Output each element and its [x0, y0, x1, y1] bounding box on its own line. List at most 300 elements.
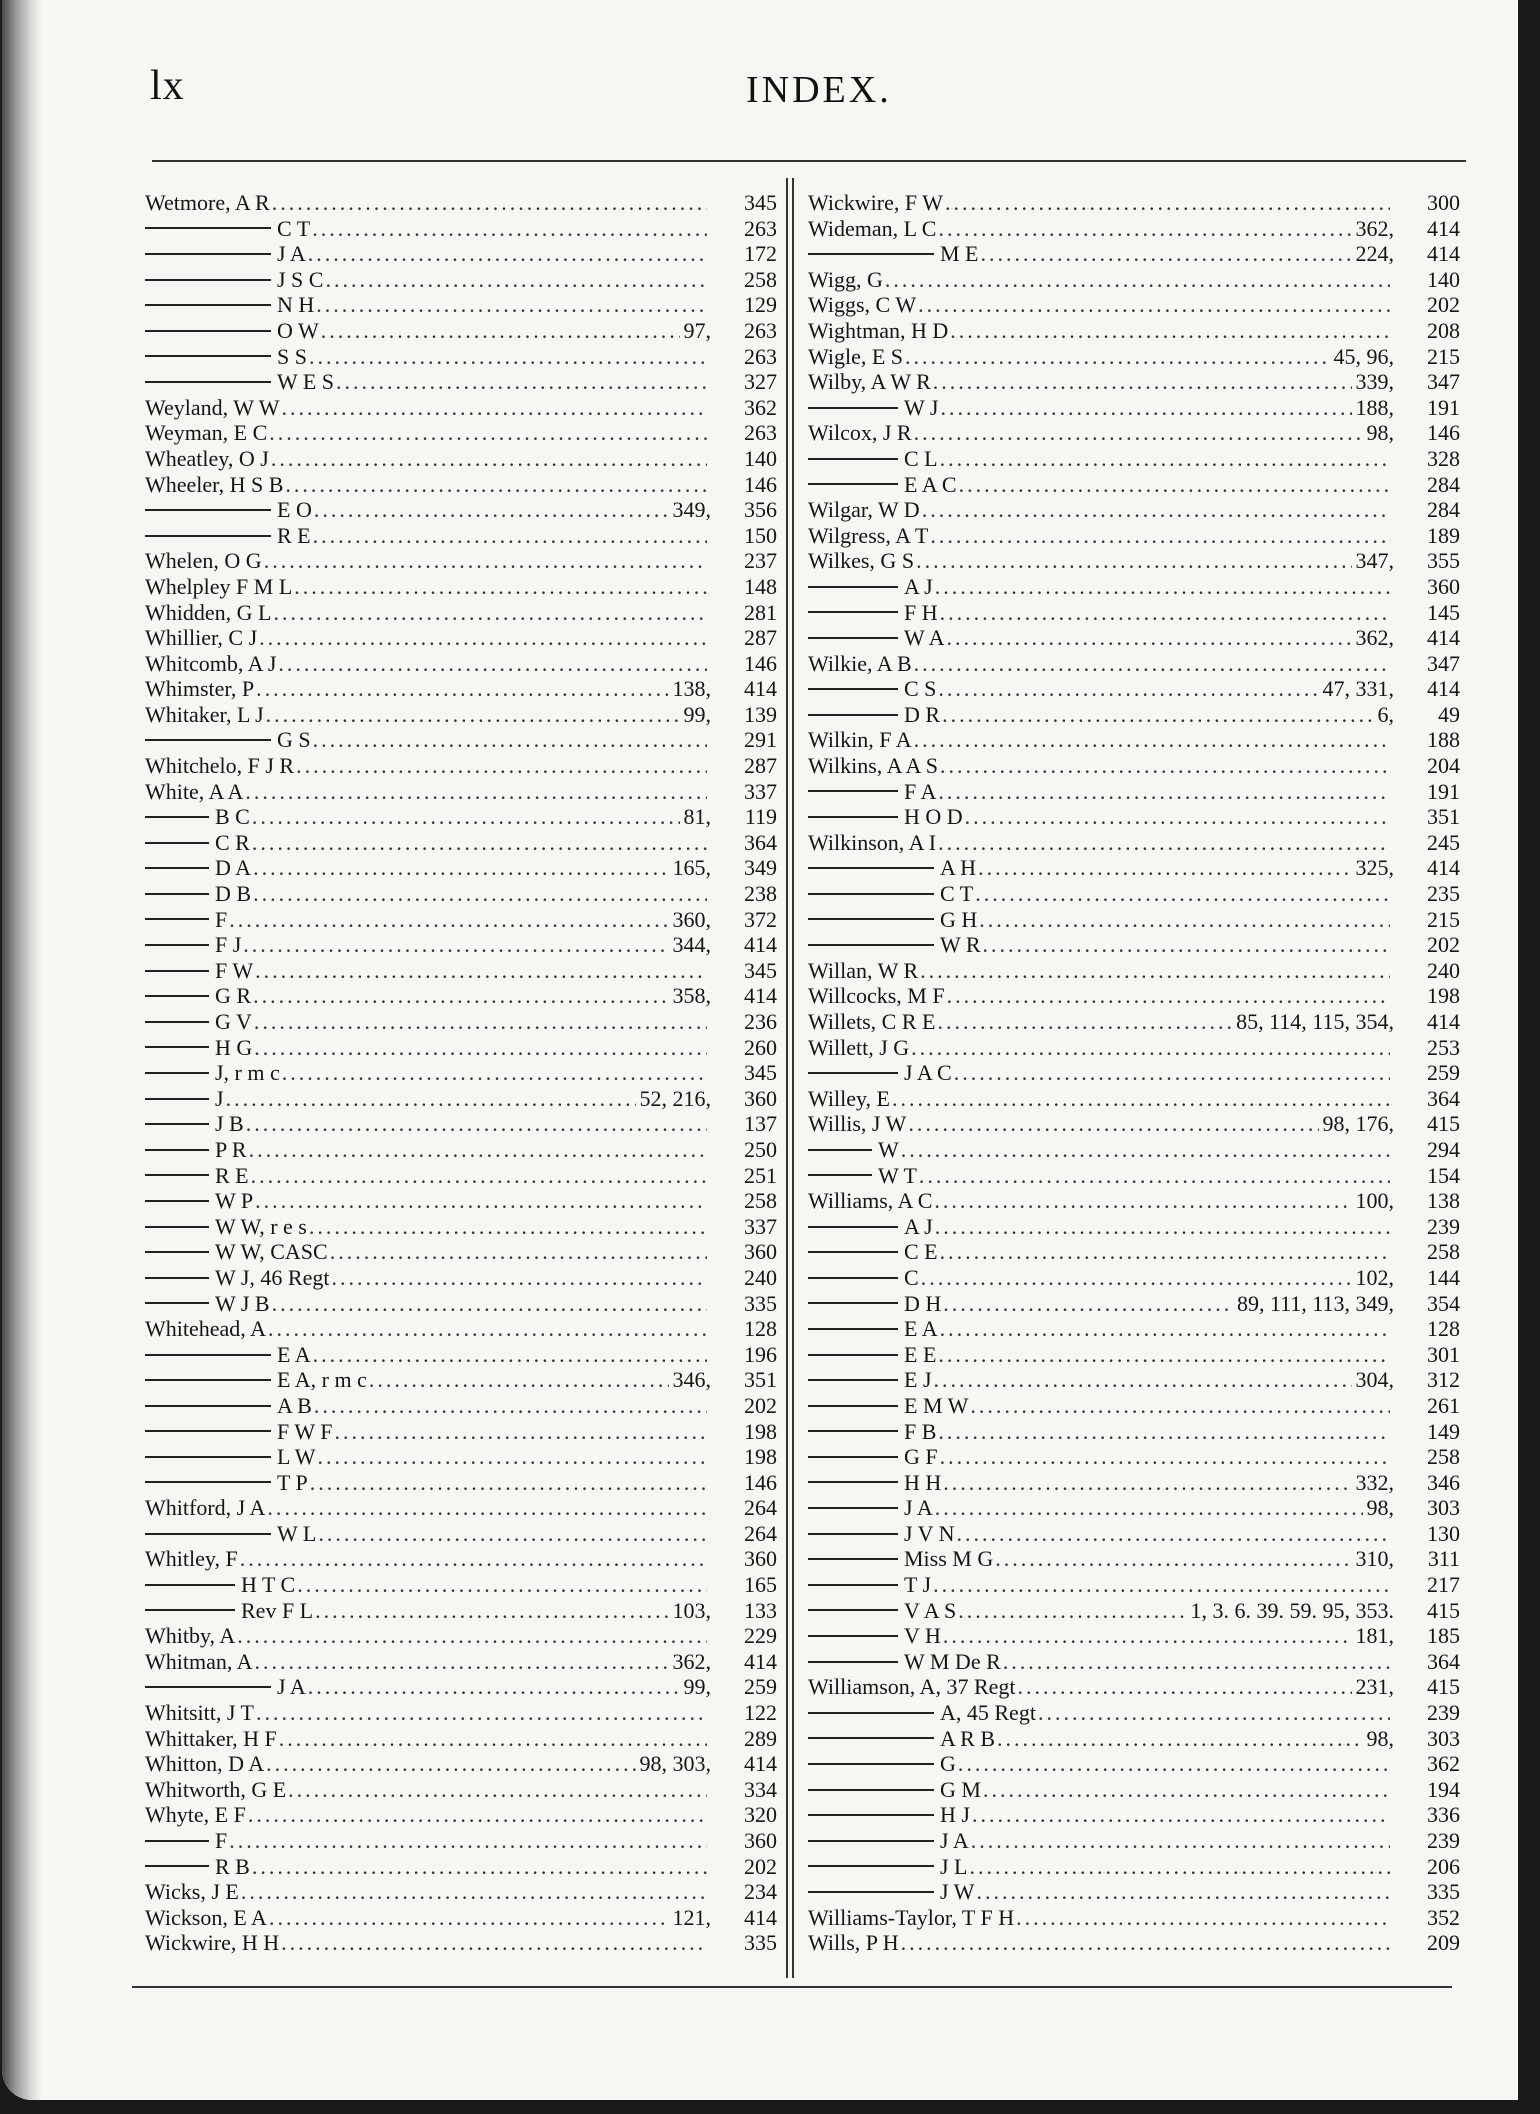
entry-name: Wigg, G	[808, 266, 883, 292]
entry-page-number: 148	[744, 573, 777, 599]
ditto-dash	[808, 1405, 898, 1407]
entry-name: Whimster, P	[145, 676, 255, 702]
ditto-dash	[145, 842, 209, 844]
entry-page-number: 250	[744, 1136, 777, 1162]
entry-name: Wilkes, G S	[808, 548, 915, 574]
entry-name: Rev F L	[241, 1597, 314, 1623]
entry-page-number: 328	[1427, 445, 1460, 471]
ditto-dash	[808, 1533, 898, 1535]
entry-page-number: 217	[1427, 1572, 1460, 1598]
entry-page-number: 414	[744, 1904, 777, 1930]
index-entry	[145, 804, 777, 830]
leader-dots	[914, 420, 1363, 446]
index-entry	[145, 1060, 777, 1086]
entry-page-number: 284	[1427, 471, 1460, 497]
leader-dots	[259, 625, 707, 651]
entry-page-number: 237	[744, 548, 777, 574]
entry-extra-pages: 103,	[672, 1597, 711, 1623]
entry-page-number: 236	[744, 1009, 777, 1034]
index-entry	[808, 1598, 1460, 1624]
index-entry	[145, 830, 777, 856]
entry-name: Wightman, H D	[808, 317, 949, 343]
ditto-dash	[145, 739, 271, 741]
entry-page-number: 320	[744, 1802, 777, 1828]
entry-page-number: 414	[1427, 215, 1460, 241]
entry-page-number: 138	[1427, 1188, 1460, 1214]
entry-name: Whitby, A	[145, 1623, 236, 1649]
entry-page-number: 133	[744, 1597, 777, 1623]
entry-page-number: 238	[744, 881, 777, 907]
leader-dots	[920, 958, 1390, 984]
entry-name: F	[215, 906, 228, 932]
entry-name: D B	[215, 881, 252, 907]
leader-dots	[940, 1444, 1390, 1470]
entry-page-number: 165	[744, 1572, 777, 1598]
entry-name: Williamson, A, 37 Regt	[808, 1674, 1016, 1700]
leader-dots	[248, 1802, 707, 1828]
index-entry	[808, 727, 1460, 753]
entry-name: Miss M G	[904, 1546, 994, 1572]
entry-name: Wilkin, F A	[808, 727, 912, 753]
index-entry	[145, 1470, 777, 1496]
ditto-dash	[808, 1379, 898, 1381]
entry-page-number: 291	[744, 727, 777, 753]
leader-dots	[245, 779, 707, 805]
entry-name: Whitton, D A	[145, 1751, 265, 1777]
entry-name: G S	[277, 727, 311, 753]
entry-page-number: 345	[744, 190, 777, 215]
index-entry	[145, 1111, 777, 1137]
entry-name: Whitchelo, F J R	[145, 753, 295, 779]
ditto-dash	[808, 483, 898, 485]
ditto-dash	[808, 867, 934, 869]
index-entry	[808, 830, 1460, 856]
leader-dots	[935, 1495, 1363, 1521]
entry-page-number: 215	[1427, 906, 1460, 932]
ditto-dash	[145, 1865, 209, 1867]
entry-page-number: 334	[744, 1776, 777, 1802]
ditto-dash	[808, 407, 898, 409]
leader-dots	[885, 267, 1390, 293]
entry-page-number: 128	[744, 1316, 777, 1342]
index-entry	[145, 1751, 777, 1777]
entry-name: D H	[904, 1290, 942, 1316]
index-entry	[808, 523, 1460, 549]
index-entry	[145, 1367, 777, 1393]
leader-dots	[942, 702, 1373, 728]
index-entry	[145, 1726, 777, 1752]
ditto-dash	[808, 1277, 898, 1279]
entry-page-number: 300	[1427, 190, 1460, 215]
index-entry	[145, 497, 777, 523]
index-entry	[808, 1700, 1460, 1726]
entry-name: C S	[904, 676, 937, 702]
leader-dots	[249, 1137, 707, 1163]
index-entry	[145, 472, 777, 498]
ditto-dash	[808, 1814, 934, 1816]
ditto-dash	[145, 1046, 209, 1048]
entry-page-number: 202	[744, 1392, 777, 1418]
entry-name: V A S	[904, 1597, 957, 1623]
ditto-dash	[808, 1891, 934, 1893]
entry-page-number: 337	[744, 778, 777, 804]
index-entry	[145, 1137, 777, 1163]
index-entry	[808, 932, 1460, 958]
entry-page-number: 150	[744, 522, 777, 548]
leader-dots	[892, 1086, 1390, 1112]
index-entry	[808, 1623, 1460, 1649]
entry-page-number: 239	[1427, 1700, 1460, 1726]
leader-dots	[252, 804, 680, 830]
leader-dots	[294, 574, 707, 600]
index-entry	[808, 1291, 1460, 1317]
ditto-dash	[145, 1379, 271, 1381]
ditto-dash	[145, 1174, 209, 1176]
ditto-dash	[145, 816, 209, 818]
index-entry	[808, 651, 1460, 677]
index-entry	[808, 1214, 1460, 1240]
entry-page-number: 196	[744, 1341, 777, 1367]
leader-dots	[959, 472, 1390, 498]
leader-dots	[318, 1521, 707, 1547]
entry-extra-pages: 98, 303,	[639, 1751, 711, 1777]
entry-name: W J B	[215, 1290, 270, 1316]
entry-page-number: 253	[1427, 1034, 1460, 1060]
entry-name: Whitehead, A	[145, 1316, 266, 1342]
entry-page-number: 139	[744, 701, 777, 727]
entry-name: W P	[215, 1188, 254, 1214]
entry-name: E J	[904, 1367, 932, 1393]
leader-dots	[978, 855, 1351, 881]
entry-name: Wickwire, H H	[145, 1930, 280, 1956]
leader-dots	[922, 497, 1390, 523]
ditto-dash	[145, 1302, 209, 1304]
leader-dots	[945, 190, 1390, 216]
entry-extra-pages: 98,	[1366, 420, 1394, 446]
entry-page-number: 352	[1427, 1904, 1460, 1930]
entry-name: T J	[904, 1572, 932, 1598]
index-entry	[808, 702, 1460, 728]
leader-dots	[296, 753, 707, 779]
entry-name: A J	[904, 573, 933, 599]
footer-rule	[132, 1986, 1452, 1988]
entry-page-number: 414	[1427, 855, 1460, 881]
entry-name: O W	[277, 317, 319, 343]
ditto-dash	[808, 1712, 934, 1714]
leader-dots	[943, 1291, 1233, 1317]
leader-dots	[975, 881, 1390, 907]
entry-name: F J	[215, 932, 242, 958]
ditto-dash	[145, 893, 209, 895]
entry-name: E A C	[904, 471, 957, 497]
leader-dots	[255, 1188, 707, 1214]
leader-dots	[255, 1649, 669, 1675]
index-entry	[145, 651, 777, 677]
index-entry	[145, 1163, 777, 1189]
entry-extra-pages: 45, 96,	[1333, 343, 1394, 369]
leader-dots	[229, 1828, 707, 1854]
index-entry	[808, 958, 1460, 984]
entry-name: Whittaker, H F	[145, 1725, 277, 1751]
index-entry	[808, 1546, 1460, 1572]
entry-name: C R	[215, 829, 250, 855]
index-entry	[145, 983, 777, 1009]
entry-page-number: 345	[744, 1060, 777, 1086]
leader-dots	[919, 1163, 1390, 1189]
index-entry	[808, 881, 1460, 907]
index-entry	[145, 344, 777, 370]
entry-name: E E	[904, 1341, 937, 1367]
entry-name: Wicks, J E	[145, 1879, 239, 1905]
leader-dots	[331, 1265, 707, 1291]
entry-page-number: 414	[744, 1751, 777, 1777]
entry-page-number: 194	[1427, 1776, 1460, 1802]
index-entry	[145, 1905, 777, 1931]
entry-name: Wickson, E A	[145, 1904, 267, 1930]
binding-gutter	[2, 0, 42, 2100]
entry-page-number: 215	[1427, 343, 1460, 369]
index-entry	[145, 1777, 777, 1803]
entry-name: E O	[277, 497, 312, 523]
entry-name: H T C	[241, 1572, 296, 1598]
leader-dots	[272, 190, 707, 216]
entry-extra-pages: 231,	[1355, 1674, 1394, 1700]
entry-name: Weyland, W W	[145, 394, 280, 420]
entry-name: J A	[277, 1674, 306, 1700]
ditto-dash	[808, 1251, 898, 1253]
leader-dots	[243, 932, 668, 958]
index-column-left	[145, 190, 777, 1956]
entry-name: Wickwire, F W	[808, 190, 943, 215]
leader-dots	[285, 472, 707, 498]
index-entry	[808, 1751, 1460, 1777]
index-column-right	[808, 190, 1460, 1956]
leader-dots	[954, 1060, 1390, 1086]
entry-extra-pages: 47, 331,	[1322, 676, 1394, 702]
entry-name: Willets, C R E	[808, 1009, 936, 1034]
entry-extra-pages: 344,	[672, 932, 711, 958]
entry-page-number: 336	[1427, 1802, 1460, 1828]
entry-name: Willey, E	[808, 1085, 890, 1111]
leader-dots	[321, 318, 680, 344]
entry-page-number: 137	[744, 1111, 777, 1137]
index-entry	[808, 369, 1460, 395]
entry-page-number: 258	[1427, 1444, 1460, 1470]
ditto-dash	[808, 1558, 898, 1560]
entry-page-number: 146	[1427, 420, 1460, 446]
entry-page-number: 251	[744, 1162, 777, 1188]
ditto-dash	[808, 893, 934, 895]
entry-extra-pages: 121,	[672, 1904, 711, 1930]
entry-page-number: 189	[1427, 522, 1460, 548]
entry-name: L W	[277, 1444, 316, 1470]
ditto-dash	[808, 1763, 934, 1765]
entry-page-number: 294	[1427, 1136, 1460, 1162]
entry-name: W A	[904, 625, 945, 651]
entry-name: G M	[940, 1776, 981, 1802]
leader-dots	[281, 1930, 707, 1956]
ditto-dash	[808, 1456, 898, 1458]
leader-dots	[253, 855, 668, 881]
entry-page-number: 209	[1427, 1930, 1460, 1956]
entry-extra-pages: 81,	[683, 804, 711, 830]
entry-extra-pages: 99,	[683, 701, 711, 727]
entry-name: H G	[215, 1034, 253, 1060]
index-entry	[145, 395, 777, 421]
entry-name: E A, r m c	[277, 1367, 367, 1393]
ditto-dash	[808, 1507, 898, 1509]
leader-dots	[916, 548, 1351, 574]
index-entry	[145, 574, 777, 600]
leader-dots	[309, 344, 707, 370]
ditto-dash	[808, 637, 898, 639]
index-entry	[808, 1009, 1460, 1035]
entry-name: D R	[904, 701, 941, 727]
entry-name: M E	[940, 241, 979, 267]
entry-page-number: 364	[1427, 1085, 1460, 1111]
leader-dots	[940, 600, 1390, 626]
ditto-dash	[808, 1609, 898, 1611]
leader-dots	[981, 241, 1352, 267]
entry-name: Whidden, G L	[145, 599, 272, 625]
leader-dots	[266, 1751, 635, 1777]
entry-extra-pages: 102,	[1355, 1264, 1394, 1290]
entry-name: Whyte, E F	[145, 1802, 246, 1828]
ditto-dash	[145, 1533, 271, 1535]
leader-dots	[940, 446, 1390, 472]
entry-page-number: 362	[1427, 1751, 1460, 1777]
entry-extra-pages: 339,	[1355, 369, 1394, 395]
index-entry	[808, 292, 1460, 318]
entry-page-number: 259	[1427, 1060, 1460, 1086]
entry-page-number: 234	[744, 1879, 777, 1905]
entry-page-number: 287	[744, 625, 777, 651]
page-folio: lx	[150, 63, 185, 109]
ditto-dash	[808, 714, 898, 716]
entry-page-number: 311	[1427, 1546, 1460, 1572]
ditto-dash	[145, 1430, 271, 1432]
entry-page-number: 414	[744, 1648, 777, 1674]
ditto-dash	[145, 918, 209, 920]
entry-extra-pages: 98,	[1366, 1725, 1394, 1751]
leader-dots	[911, 1035, 1390, 1061]
entry-extra-pages: 52, 216,	[639, 1085, 711, 1111]
leader-dots	[229, 907, 668, 933]
leader-dots	[264, 548, 707, 574]
entry-name: Wheeler, H S B	[145, 471, 284, 497]
ditto-dash	[808, 1584, 898, 1586]
entry-name: Whelen, O G	[145, 548, 262, 574]
entry-extra-pages: 99,	[683, 1674, 711, 1700]
entry-page-number: 49	[1438, 701, 1460, 727]
entry-name: Wheatley, O J	[145, 445, 269, 471]
entry-name: Whelpley F M L	[145, 573, 293, 599]
entry-page-number: 364	[744, 829, 777, 855]
index-entry	[145, 1546, 777, 1572]
entry-name: Weyman, E C	[145, 420, 268, 446]
entry-name: G F	[904, 1444, 938, 1470]
index-entry	[145, 1598, 777, 1624]
leader-dots	[901, 1137, 1390, 1163]
entry-name: Williams-Taylor, T F H	[808, 1904, 1015, 1930]
entry-name: A H	[940, 855, 977, 881]
index-entry	[145, 1572, 777, 1598]
index-entry	[145, 369, 777, 395]
entry-name: Willis, J W	[808, 1111, 907, 1137]
leader-dots	[983, 932, 1390, 958]
leader-dots	[957, 1521, 1390, 1547]
entry-extra-pages: 304,	[1355, 1367, 1394, 1393]
leader-dots	[901, 1930, 1390, 1956]
index-entry	[808, 472, 1460, 498]
leader-dots	[272, 1291, 707, 1317]
ditto-dash	[145, 381, 271, 383]
index-entry	[808, 804, 1460, 830]
index-entry	[808, 1188, 1460, 1214]
entry-name: R E	[215, 1162, 249, 1188]
index-entry	[808, 1316, 1460, 1342]
index-entry	[808, 600, 1460, 626]
leader-dots	[933, 1572, 1390, 1598]
index-entry	[145, 548, 777, 574]
leader-dots	[970, 1393, 1390, 1419]
leader-dots	[965, 804, 1390, 830]
entry-name: C E	[904, 1239, 938, 1265]
ditto-dash	[808, 1840, 934, 1842]
index-entry	[808, 1163, 1460, 1189]
ditto-dash	[808, 1865, 934, 1867]
entry-page-number: 239	[1427, 1213, 1460, 1239]
index-entry	[808, 1060, 1460, 1086]
index-entry	[145, 958, 777, 984]
leader-dots	[308, 1674, 680, 1700]
entry-page-number: 263	[744, 215, 777, 241]
entry-name: Wilkie, A B	[808, 650, 912, 676]
entry-page-number: 284	[1427, 497, 1460, 523]
entry-extra-pages: 6,	[1377, 701, 1394, 727]
entry-name: F W	[215, 957, 254, 983]
index-entry	[145, 600, 777, 626]
index-entry	[808, 1342, 1460, 1368]
entry-page-number: 355	[1427, 548, 1460, 574]
entry-extra-pages: 358,	[672, 983, 711, 1009]
entry-name: Willett, J G	[808, 1034, 910, 1060]
leader-dots	[947, 625, 1352, 651]
index-entry	[145, 625, 777, 651]
leader-dots	[905, 344, 1329, 370]
entry-page-number: 146	[744, 650, 777, 676]
index-entry	[808, 753, 1460, 779]
entry-extra-pages: 224,	[1355, 241, 1394, 267]
index-entry	[145, 1086, 777, 1112]
index-entry	[145, 1214, 777, 1240]
entry-page-number: 281	[744, 599, 777, 625]
index-entry	[145, 753, 777, 779]
entry-name: Whitley, F	[145, 1546, 238, 1572]
leader-dots	[918, 292, 1390, 318]
leader-dots	[938, 779, 1390, 805]
entry-page-number: 188	[1427, 727, 1460, 753]
index-entry	[145, 1854, 777, 1880]
ditto-dash	[808, 1226, 898, 1228]
entry-page-number: 351	[744, 1367, 777, 1393]
entry-extra-pages: 347,	[1355, 548, 1394, 574]
entry-page-number: 154	[1427, 1162, 1460, 1188]
entry-page-number: 335	[744, 1290, 777, 1316]
index-entry	[808, 1265, 1460, 1291]
column-divider	[786, 178, 788, 1978]
entry-name: Whitaker, L J	[145, 701, 264, 727]
